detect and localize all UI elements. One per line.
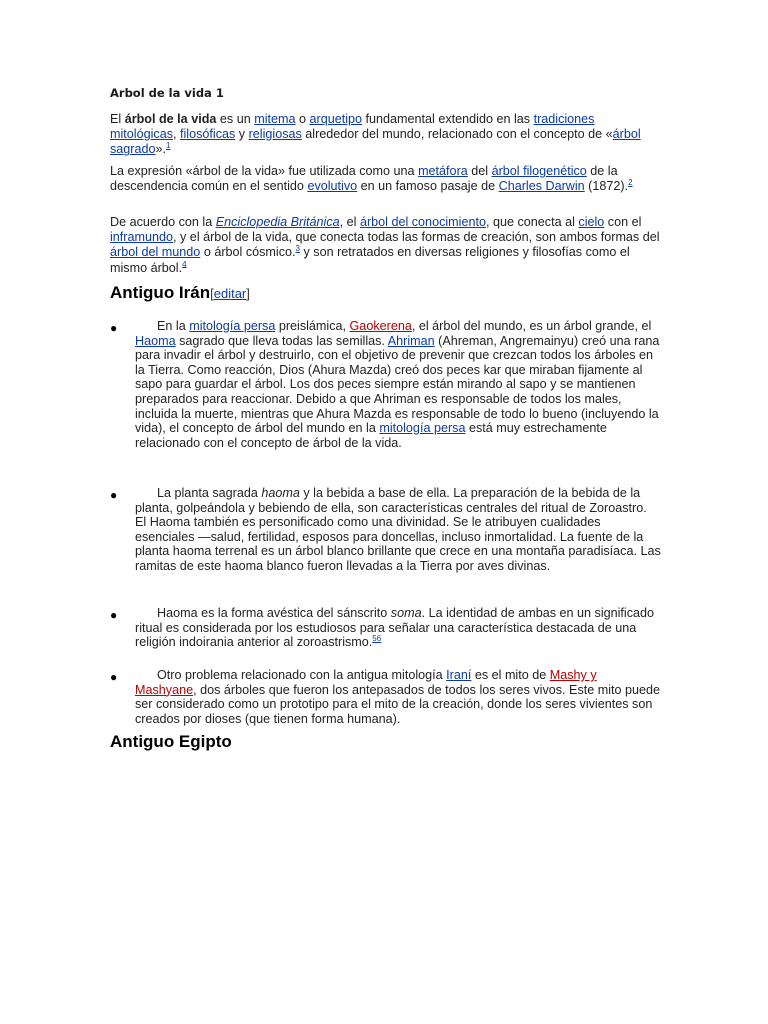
bullet-icon: ●: [110, 670, 118, 684]
link-tradiciones[interactable]: tradiciones: [533, 112, 595, 126]
section-heading-antiguo-iran: [110, 283, 250, 303]
link-arbol-filogenetico[interactable]: árbol filogenético: [491, 164, 587, 178]
text: en un famoso pasaje de: [357, 179, 499, 194]
text: de la descendencia común en el sentido: [110, 164, 618, 194]
text: o árbol cósmico.: [200, 245, 296, 260]
link-haoma[interactable]: Haoma: [135, 333, 176, 348]
link-mitologia-persa-2[interactable]: mitología persa: [379, 421, 466, 436]
text: con el: [604, 215, 642, 229]
text: sagrado que lleva todas las semillas.: [175, 333, 388, 348]
text: del: [467, 164, 492, 178]
italic-term: haoma: [261, 486, 300, 500]
text: (1872).: [584, 179, 629, 194]
link-evolutivo[interactable]: evolutivo: [307, 179, 358, 194]
link-mitema[interactable]: mitema: [254, 112, 296, 126]
italic-term: soma: [390, 606, 422, 620]
intro-paragraph-1: [110, 112, 660, 158]
link-filosoficas[interactable]: filosóficas: [180, 127, 236, 142]
text: y: [235, 127, 249, 142]
reference-2[interactable]: 2: [628, 178, 633, 188]
list-item: [135, 319, 661, 450]
text: . La identidad de ambas en un significado ritual es considerada por los estudiosos para señalar una característica destacada de una religión indoirania anterior al zoroastrismo.: [135, 606, 655, 650]
bold-term: árbol de la vida: [124, 112, 217, 126]
text: De acuerdo con la: [110, 215, 216, 229]
text: está muy estrechamente relacionado con el concepto de árbol de la vida.: [135, 421, 607, 450]
link-metafora[interactable]: metáfora: [418, 164, 468, 178]
bracket: ]: [246, 286, 250, 301]
redlink-mashy-y-mashyane[interactable]: Mashy y Mashyane: [135, 668, 597, 697]
text: es un: [216, 112, 255, 126]
text: El: [110, 112, 125, 126]
text: Haoma es la forma avéstica del sánscrito: [157, 606, 391, 620]
edit-link[interactable]: editar: [213, 286, 247, 301]
text: es el mito de: [471, 668, 550, 682]
list-item: [135, 486, 661, 574]
document-title: Arbol de la vida 1: [110, 86, 224, 100]
text: En la: [157, 319, 190, 333]
text: ,: [173, 127, 180, 142]
link-cielo[interactable]: cielo: [578, 215, 605, 229]
text: (Ahreman, Angremainyu) creó una rana para invadir el árbol y destruirlo, con el objetivo de prevenir que crezcan todos los árboles en la Tierra. Como reacción, Dios (Ahura Mazda) creó dos peces kar que miraban fijamente al sapo para guardar el árbol. Los dos peces siempre están mirando al sapo y se mantienen preparados para reaccionar. Debido a que Ahriman es responsable de todos los males, incluida la muerte, mientras que Ahura Mazda es responsable de todo lo bueno (incluyendo la vida), el concepto de árbol del mundo en la: [135, 333, 660, 436]
link-mitologia-persa[interactable]: mitología persa: [189, 319, 276, 333]
text: Otro problema relacionado con la antigua mitología: [157, 668, 447, 682]
section-heading-text: Antiguo Irán: [110, 283, 211, 302]
bullet-icon: ●: [110, 488, 118, 502]
reference-56[interactable]: 56: [372, 634, 382, 643]
link-irani[interactable]: Iraní: [446, 668, 472, 682]
text: y la bebida a base de ella. La preparación de la bebida de la planta, golpeándola y bebiendo de ella, son características centrales del ritual de Zoroastro. El Haoma también es personificado como una divinidad. Se le atribuyen cualidades esenciales —salud, fertilidad, esposos para doncellas, incluso inmortalidad. La fuente de la planta haoma terrenal es un árbol blanco brillante que crece en una montaña paradisíaca. Las ramitas de este haoma blanco fueron llevadas a la Tierra por aves divinas.: [135, 486, 661, 573]
text: o: [295, 112, 310, 126]
list-item: [135, 668, 661, 726]
reference-1[interactable]: 1: [166, 141, 171, 151]
bullet-icon: ●: [110, 608, 118, 622]
intro-paragraph-2: [110, 164, 660, 194]
text: , dos árboles que fueron los antepasados de todos los seres vivos. Este mito puede ser considerado como un prototipo para el mito de la creación, donde los seres vivientes son creados por dioses (que tienen forma humana).: [135, 682, 661, 726]
text: alrededor del mundo, relacionado con el concepto de «: [301, 127, 613, 142]
redlink-gaokerena[interactable]: Gaokerena: [349, 319, 412, 333]
reference-3[interactable]: 3: [295, 244, 300, 254]
link-arbol-sagrado[interactable]: árbol sagrado: [110, 127, 641, 157]
link-arquetipo[interactable]: arquetipo: [309, 112, 363, 126]
text: , el: [339, 215, 360, 229]
link-enciclopedia-britanica[interactable]: Enciclopedia Británica: [215, 215, 340, 229]
text: La planta sagrada: [157, 486, 262, 500]
edit-section-link: [210, 286, 250, 301]
link-inframundo[interactable]: inframundo: [110, 230, 174, 245]
section-heading-antiguo-egipto: Antiguo Egipto: [110, 732, 232, 751]
link-arbol-del-mundo[interactable]: árbol del mundo: [110, 245, 201, 260]
link-mitologicas[interactable]: mitológicas: [110, 127, 173, 142]
link-charles-darwin[interactable]: Charles Darwin: [498, 179, 585, 194]
text: La expresión «árbol de la vida» fue utilizada como una: [110, 164, 419, 178]
reference-4[interactable]: 4: [182, 259, 187, 269]
text: , que conecta al: [485, 215, 579, 229]
text: ».: [155, 142, 167, 157]
intro-paragraph-3: [110, 215, 660, 276]
text: , y el árbol de la vida, que conecta todas las formas de creación, son ambos formas del: [173, 230, 660, 245]
text: , el árbol del mundo, es un árbol grande, el: [411, 319, 652, 333]
link-arbol-del-conocimiento[interactable]: árbol del conocimiento: [359, 215, 486, 229]
text: y son retratados en diversas religiones y filosofías como el mismo árbol.: [110, 245, 630, 275]
bullet-icon: ●: [110, 321, 118, 335]
text: fundamental extendido en las: [362, 112, 534, 126]
list-item: [135, 606, 661, 650]
text: preislámica,: [275, 319, 350, 333]
bracket: [: [210, 286, 214, 301]
link-ahriman[interactable]: Ahriman: [387, 333, 435, 348]
link-religiosas[interactable]: religiosas: [248, 127, 302, 142]
